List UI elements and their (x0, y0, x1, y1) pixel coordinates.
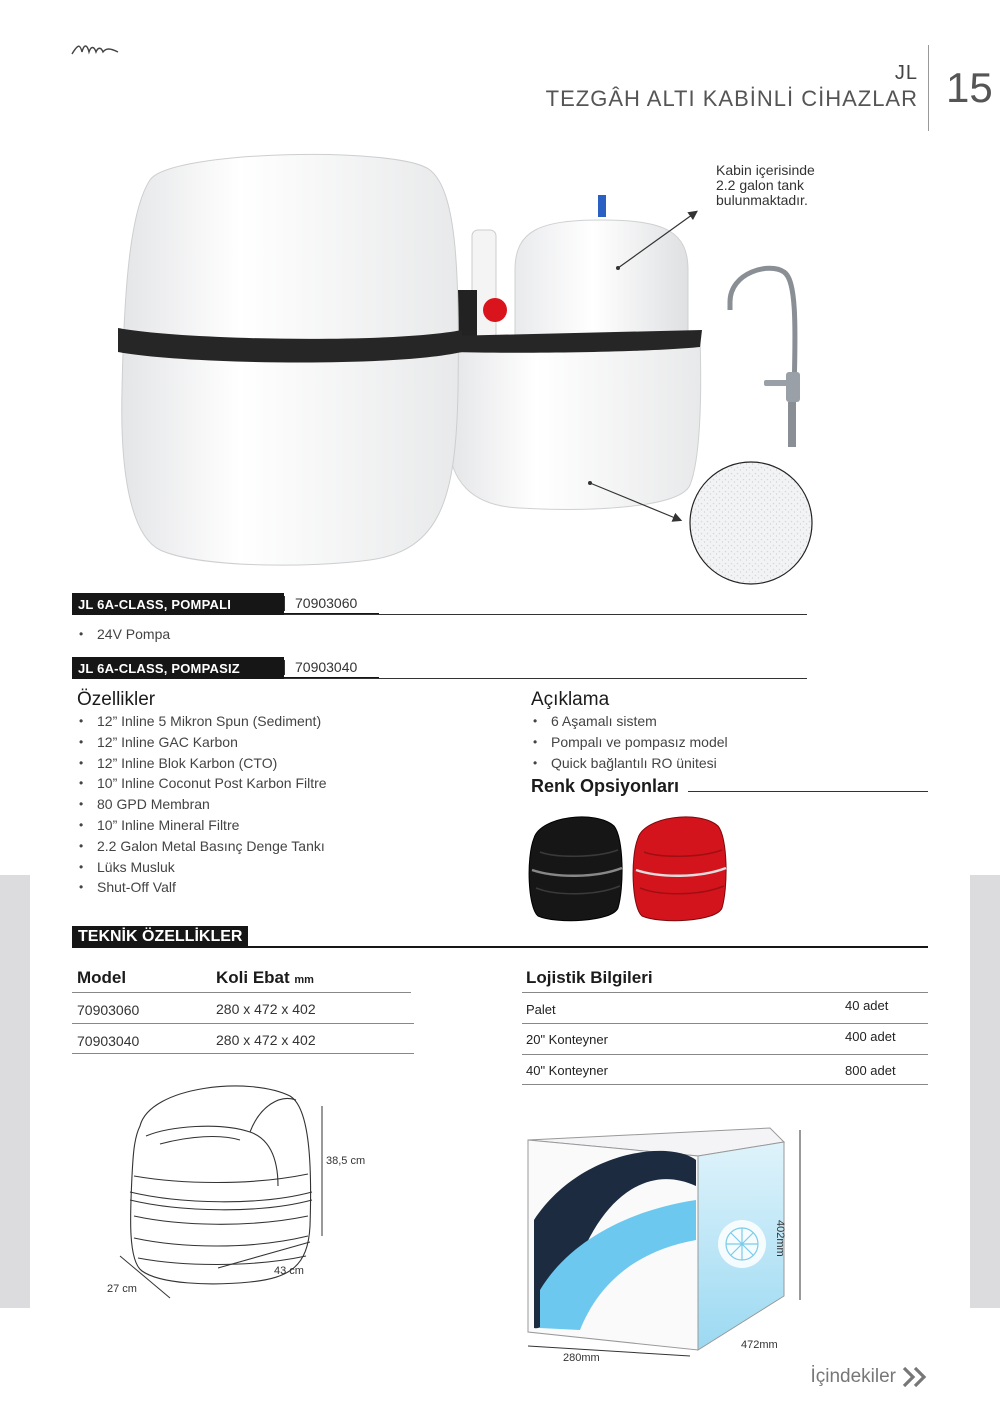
box-height-label: 402mm (774, 1220, 786, 1257)
table-rule (72, 1053, 414, 1054)
left-edge-strip (0, 875, 30, 1308)
product-name: JL 6A-CLASS, POMPASIZ (72, 657, 284, 679)
color-option-black[interactable] (526, 808, 626, 928)
product-code: 70903060 (284, 596, 357, 611)
list-item: • 12” Inline Blok Karbon (CTO) (77, 753, 327, 774)
callout-line: Kabin içerisinde (716, 162, 815, 178)
list-item: • 10” Inline Mineral Filtre (77, 815, 327, 836)
series-label: JL (894, 62, 918, 84)
koli-unit: mm (294, 974, 314, 986)
list-item: • Pompalı ve pompasız model (531, 732, 728, 753)
bar-rule (284, 614, 807, 615)
color-options-heading: Renk Opsiyonları (531, 776, 680, 796)
list-item: • 12” Inline GAC Karbon (77, 732, 327, 753)
product-bar-pompali (72, 593, 807, 615)
list-item: • 24V Pompa (77, 624, 170, 645)
logistics-value: 800 adet (845, 1063, 896, 1078)
list-item: • Shut-Off Valf (77, 877, 327, 898)
features-heading: Özellikler (77, 689, 156, 710)
technical-heading: TEKNİK ÖZELLİKLER (72, 926, 248, 948)
list-item: • Quick bağlantılı RO ünitesi (531, 753, 728, 774)
logistics-heading: Lojistik Bilgileri (526, 968, 653, 987)
list-item: • 6 Aşamalı sistem (531, 711, 728, 732)
logistics-label: Palet (526, 1002, 556, 1017)
callout-line: bulunmaktadır. (716, 192, 808, 208)
logistics-value: 40 adet (845, 998, 889, 1013)
list-item: • 2.2 Galon Metal Basınç Denge Tankı (77, 836, 327, 857)
color-option-red[interactable] (630, 808, 730, 928)
koli-label: Koli Ebat (216, 968, 290, 987)
logistics-label: 20" Konteyner (526, 1032, 608, 1047)
color-options-rule (688, 791, 928, 792)
table-cell-dims: 280 x 472 x 402 (216, 1001, 316, 1017)
bar-rule (284, 678, 807, 679)
col-koli-header (216, 968, 314, 988)
drawing-length-label: 43 cm (274, 1265, 304, 1277)
features-list (77, 711, 327, 898)
technical-rule (72, 946, 928, 948)
box-length-label: 472mm (741, 1339, 778, 1351)
logistics-label: 40" Konteyner (526, 1063, 608, 1078)
section-title: TEZGÂH ALTI KABİNLİ CİHAZLAR (545, 86, 918, 111)
product-name: JL 6A-CLASS, POMPALI (72, 593, 284, 615)
brand-logo-scribble-icon (70, 40, 122, 60)
box-width-label: 280mm (563, 1352, 600, 1364)
table-rule (72, 992, 411, 993)
table-of-contents-link[interactable]: İçindekiler (810, 1366, 896, 1387)
tank-callout (716, 163, 815, 208)
list-item: • 12” Inline 5 Mikron Spun (Sediment) (77, 711, 327, 732)
list-item: • 80 GPD Membran (77, 794, 327, 815)
right-edge-strip (970, 875, 1000, 1308)
description-heading: Açıklama (531, 689, 610, 710)
drawing-height-label: 38,5 cm (326, 1155, 366, 1167)
list-item: • 10” Inline Coconut Post Karbon Filtre (77, 773, 327, 794)
pompali-feature-list (77, 624, 170, 645)
table-cell-model: 70903040 (77, 1033, 140, 1049)
callout-line: 2.2 galon tank (716, 177, 804, 193)
table-rule (522, 992, 928, 993)
drawing-width-label: 27 cm (107, 1283, 137, 1295)
product-code: 70903040 (284, 660, 357, 675)
header-divider (928, 45, 929, 131)
double-chevron-right-icon[interactable] (902, 1366, 928, 1388)
page-number: 15 (946, 64, 993, 111)
col-model-header: Model (77, 968, 127, 987)
logistics-value: 400 adet (845, 1029, 896, 1044)
table-rule (522, 1084, 928, 1085)
table-rule (522, 1023, 928, 1024)
description-list (531, 711, 728, 773)
table-rule (522, 1054, 928, 1055)
faucet-photo (718, 262, 808, 452)
granite-texture-detail (688, 460, 814, 586)
table-cell-dims: 280 x 472 x 402 (216, 1032, 316, 1048)
table-cell-model: 70903060 (77, 1002, 140, 1018)
list-item: • Lüks Musluk (77, 857, 327, 878)
product-bar-pompasiz (72, 657, 807, 679)
table-rule (72, 1023, 414, 1024)
